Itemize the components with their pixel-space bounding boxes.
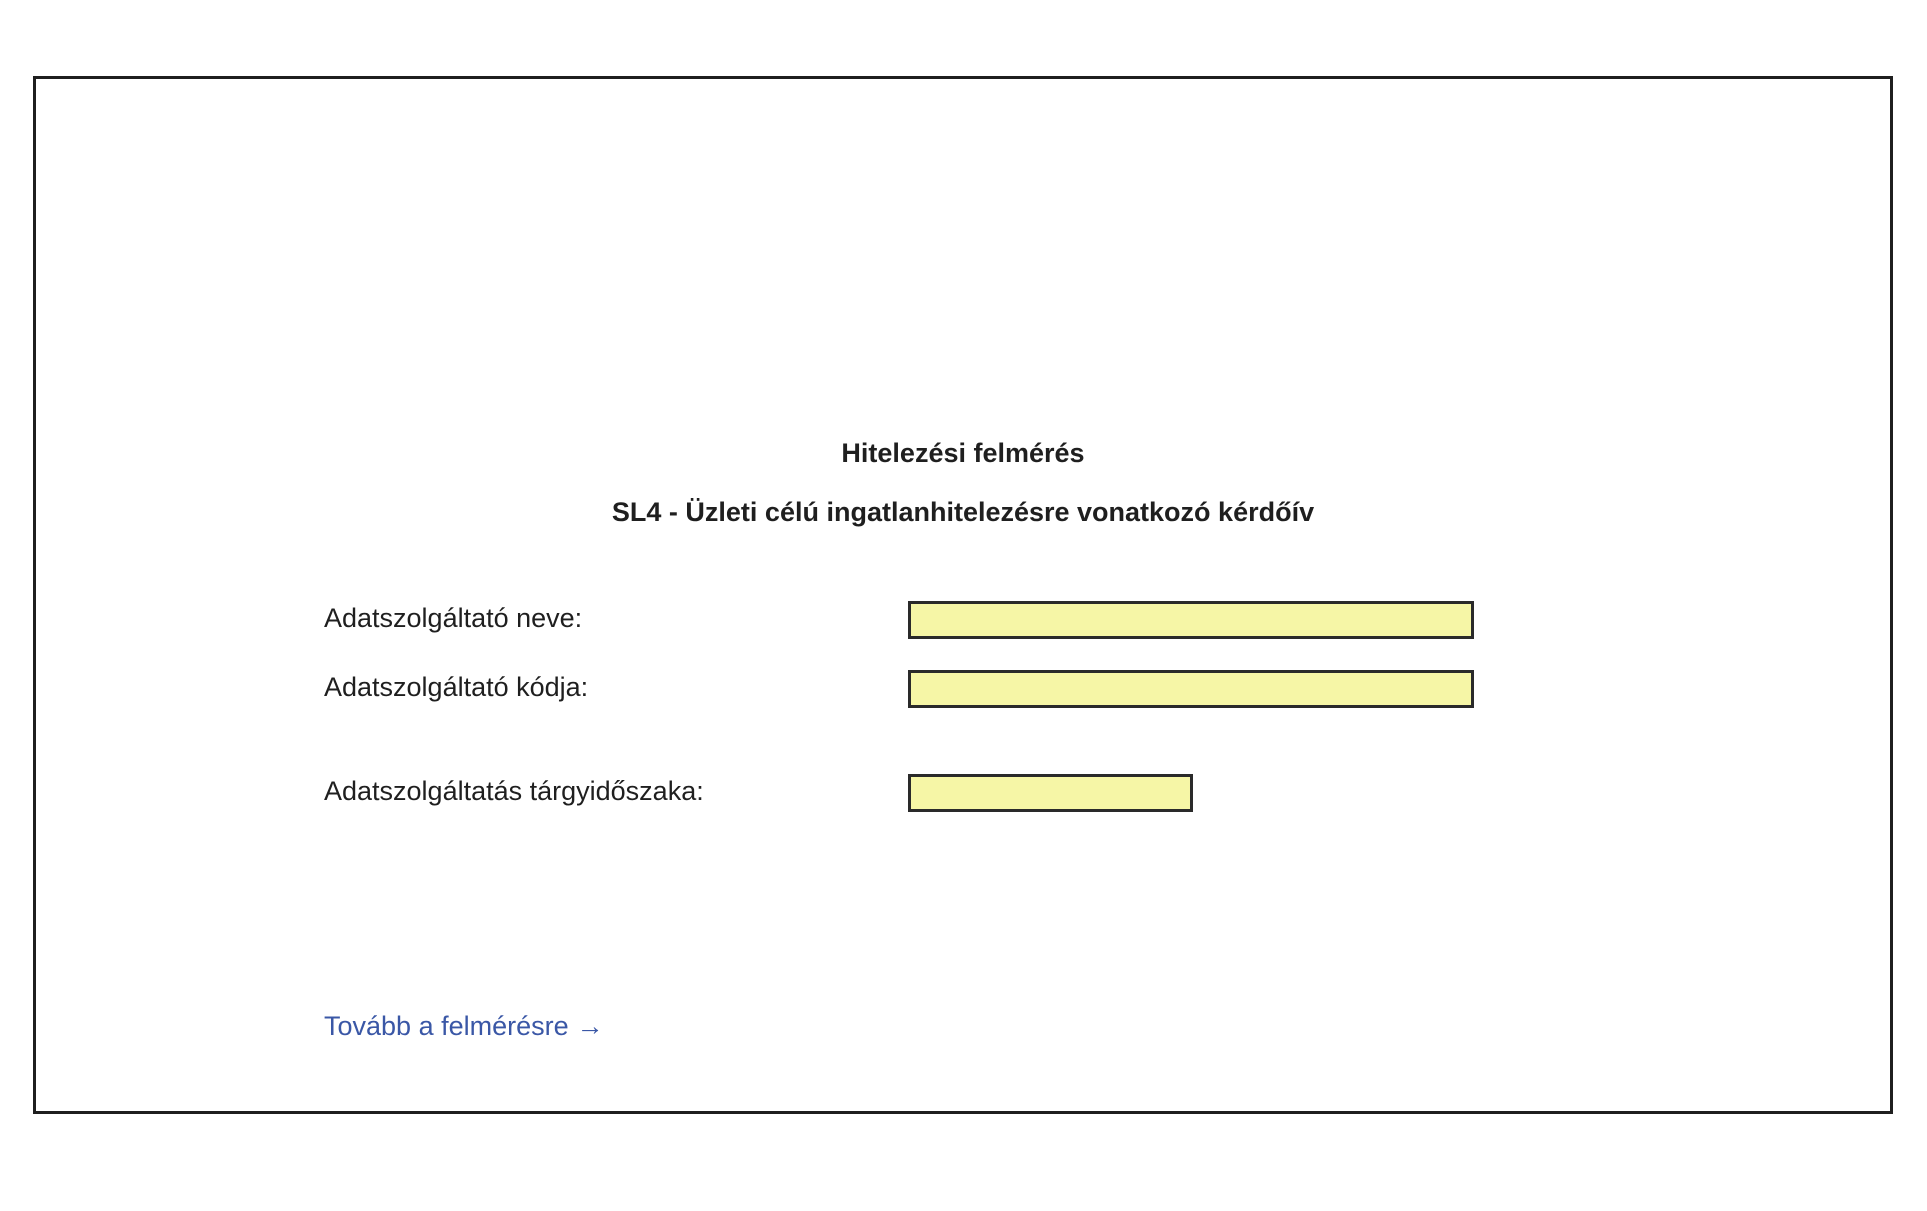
arrow-right-icon: → xyxy=(576,1011,604,1041)
reporting-period-label: Adatszolgáltatás tárgyidőszaka: xyxy=(324,776,704,806)
reporting-period-input[interactable] xyxy=(908,774,1193,812)
survey-panel xyxy=(33,76,1893,1114)
provider-name-input[interactable] xyxy=(908,601,1474,639)
continue-link-label: Tovább a felmérésre xyxy=(324,1011,569,1041)
page-title: Hitelezési felmérés xyxy=(841,438,1085,468)
provider-code-input[interactable] xyxy=(908,670,1474,708)
page-subtitle: SL4 - Üzleti célú ingatlanhitelezésre vonatkozó kérdőív xyxy=(611,497,1315,527)
provider-name-label: Adatszolgáltató neve: xyxy=(324,603,583,633)
continue-to-survey-link[interactable] xyxy=(324,1011,604,1042)
provider-code-label: Adatszolgáltató kódja: xyxy=(324,672,589,702)
